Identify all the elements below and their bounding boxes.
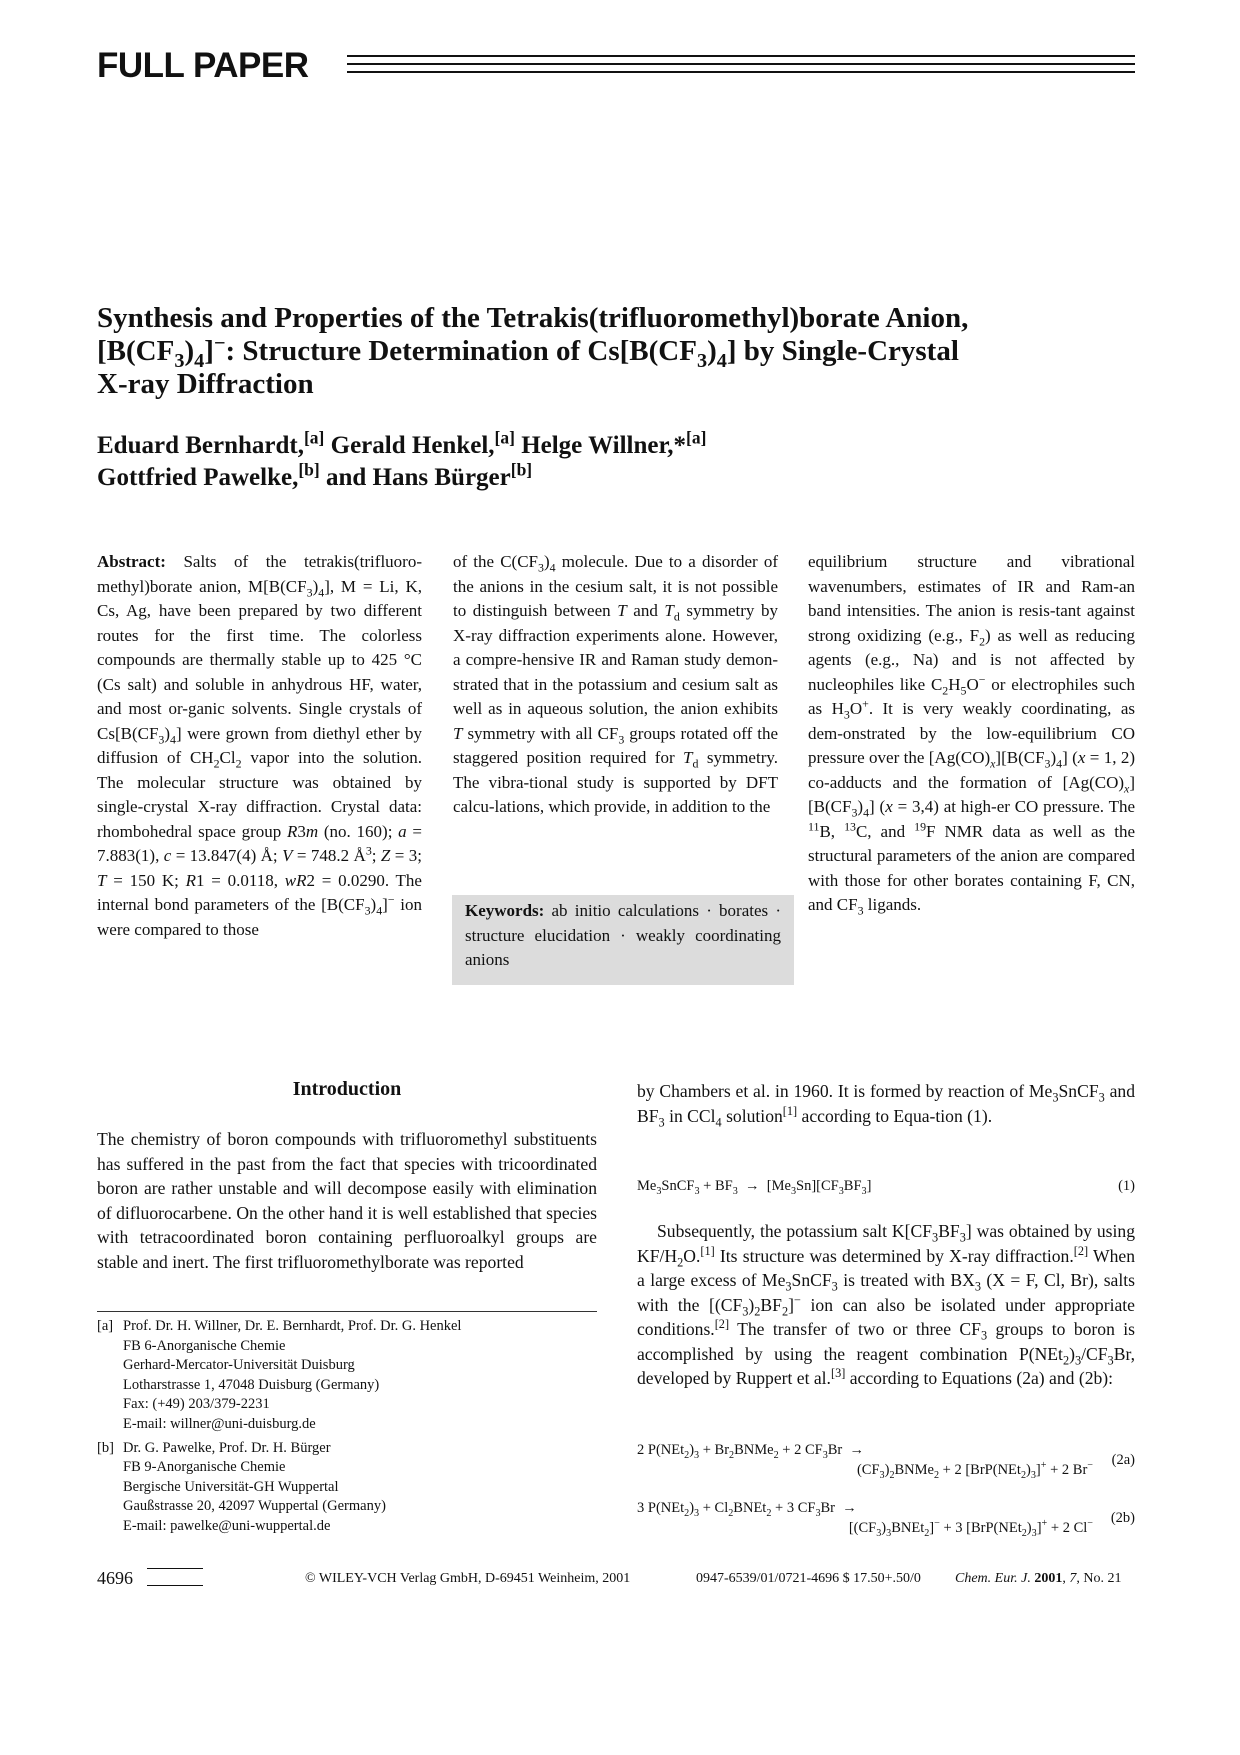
page-number: 4696 — [97, 1568, 133, 1588]
body-paragraph-2: Subsequently, the potassium salt $K[CF_3BF_3]$ was obtained by using $KF/H_2O.[1]$ Its structure was determined by X-ray diffraction.[2] When a large excess of $Me_3SnCF_3$ is treated with $BX_3$ (X = F, Cl, Br), salts with the $[(CF_3)_2BF_2]^-$ ion can also be isolated under appropriate conditions.[2] The transfer of two or three $CF_3$ groups to boron is accomplished by using the reagent combination $P(NEt_2)_3/CF_3Br$, developed by Ruppert et al.[3] according to Equations (2a) and (2b): — [637, 1221, 1136, 1388]
issn-price-code: 0947-6539/01/0721-4696 $ 17.50+.50/0 — [696, 1571, 921, 1586]
equation-2b — [637, 1499, 1135, 1538]
equation-2a — [637, 1441, 1135, 1480]
body-paragraph-1: by Chambers et al. in 1960. It is formed by reaction of $Me_3SnCF_3$ and $BF_3$ in CCl$_4$ solution[1] according to Equa-tion (1). — [637, 1081, 1135, 1130]
footnote-email: E-mail: willner@uni-duisburg.de — [123, 1415, 316, 1432]
footnote-line: FB 6-Anorganische Chemie — [123, 1337, 286, 1354]
footnote-line: Prof. Dr. H. Willner, Dr. E. Bernhardt, Prof. Dr. G. Henkel — [123, 1318, 462, 1334]
equation-line: $(CF_3)_2BNMe_2 + 2$ $[BrP(NEt_2)_3]^+ + 2$ Br− — [856, 1459, 1093, 1481]
footnote-a — [97, 1317, 597, 1435]
journal-citation: Chem. Eur. J. 2001, 7, No. 21 — [955, 1571, 1122, 1586]
footnote-line: FB 9-Anorganische Chemie — [123, 1459, 286, 1476]
author-list: Eduard Bernhardt,[a] Gerald Henkel,[a] Helge Willner,*[a] Gottfried Pawelke,[b] and Hans Bürger[b] — [97, 427, 707, 491]
footnote-line: Lotharstrasse 1, 47048 Duisburg (Germany) — [123, 1376, 380, 1393]
keywords-box: Keywords: ab initio calculations · borates · structure elucidation · weakly coordinating anions — [452, 895, 794, 985]
footnote-email: E-mail: pawelke@uni-wuppertal.de — [123, 1517, 331, 1534]
abstract-column-1: Abstract: Salts of the tetrakis(trifluoro-methyl)borate anion, $M[B(CF_3)_4]$, M = Li, K, Cs, Ag, have been prepared by two different routes for the first time. The colorless compounds are thermally stable up to 425 °C (Cs salt) and soluble in anhydrous HF, water, and most or-ganic solvents. Single crystals of $Cs[B(CF_3)_4]$ were grown from diethyl ether by diffusion of $CH_2Cl_2$ vapor into the solution. The molecular structure was obtained by single-crystal X-ray diffraction. Crystal data: rhombohedral space group R3m (no. 160); a = 7.883(1), c = 13.847(4) Å; V = 748.2 $Å^3$; Z = 3; T = 150 K; R1 = 0.0118, wR2 = 0.0290. The internal bond parameters of the $[B(CF_3)_4]^-$ ion were compared to those — [97, 552, 422, 939]
footnote-mark: [a] — [97, 1318, 114, 1334]
footnote-line: Bergische Universität-GH Wuppertal — [123, 1478, 339, 1495]
abstract-column-2: of the $C(CF_3)_4$ molecule. Due to a disorder of the anions in the cesium salt, it is not possible to distinguish between T and $T_d$ symmetry by X-ray diffraction experiments alone. However, a compre-hensive IR and Raman study demon-strated that in the potassium and cesium salt as well as in aqueous solution, the anion exhibits T symmetry with all $CF_3$ groups rotated off the staggered position required for $T_d$ symmetry. The vibra-tional study is supported by DFT calcu-lations, which provide, in addition to the — [453, 552, 779, 816]
footnote-line: Gaußstrasse 20, 42097 Wuppertal (Germany) — [123, 1498, 386, 1515]
copyright-notice: © WILEY-VCH Verlag GmbH, D-69451 Weinheim, 2001 — [305, 1571, 631, 1586]
abstract-column-3: equilibrium structure and vibrational wavenumbers, estimates of IR and Ram-an band intensities. The anion is resis-tant against strong oxidizing (e.g., $F_2$) as well as reducing agents (e.g., Na) and is not affected by nucleophiles like $C_2H_5O^-$ or electrophiles such as $H_3O^+$. It is very weakly coordinating, as dem-onstrated by the low-equilibrium CO pressure over the $[Ag(CO)_x][B(CF_3)_4] (x = 1$, 2) co-adducts and the formation of $[Ag(CO)_x][B(CF_3)_4] (x = 3,4)$ at high-er CO pressure. The $^{11}$B, $^{13}$C, and $^{19}$F NMR data as well as the structural parameters of the anion are compared with those for other borates containing F, CN, and $CF_3$ ligands. — [808, 552, 1136, 918]
footnote-line: Gerhard-Mercator-Universität Duisburg — [123, 1357, 355, 1374]
equation-line: 3 $P(NEt_2)_3$ + $Cl_2BNEt_2 + 3$ $CF_3Br$ → — [637, 1500, 857, 1519]
footnote-line: Fax: (+49) 203/379-2231 — [123, 1396, 270, 1413]
equation-number: (2a) — [1111, 1452, 1135, 1468]
footnote-line: Dr. G. Pawelke, Prof. Dr. H. Bürger — [123, 1439, 331, 1456]
footnote-b — [97, 1439, 597, 1537]
page-number-rules — [147, 1568, 203, 1586]
equation-expression: $Me_3SnCF_3 + BF_3 \to [Me_3Sn][CF_3BF_3]$ — [637, 1178, 872, 1197]
affiliation-footnotes — [97, 1317, 597, 1541]
footnote-mark: [b] — [97, 1439, 114, 1456]
header-rules — [347, 55, 1135, 81]
equation-1 — [637, 1178, 1135, 1195]
equation-line: $[(CF_3)_3BNEt_2]^- + 3$ $[BrP(NEt_2)_3]^+ + 2$ Cl− — [848, 1517, 1093, 1539]
section-label: FULL PAPER — [97, 46, 309, 85]
introduction-paragraph: The chemistry of boron compounds with trifluoromethyl substituents has suffered in the past from the fact that species with tricoordinated boron are rather unstable and will decompose easily with elimination of difluorocarbene. On the other hand it is well established that species with tetracoordinated boron containing perfluoroalkyl groups are stable and inert. The first trifluoromethylborate was reported — [97, 1129, 597, 1272]
section-heading-introduction: Introduction — [292, 1078, 402, 1100]
equation-number: (2b) — [1110, 1510, 1135, 1526]
footnote-divider — [97, 1311, 597, 1312]
article-title: Synthesis and Properties of the Tetrakis(trifluoromethyl)borate Anion, $[B(CF_3)_4]^-$: Structure Determination of $Cs[B(CF_3)_4]$ by Single-Crystal X-ray Diffraction — [97, 302, 969, 400]
equation-number: (1) — [1118, 1178, 1135, 1194]
equation-line: 2 $P(NEt_2)_3$ + $Br_2BNMe_2 + 2$ $CF_3Br$ → — [637, 1442, 864, 1461]
